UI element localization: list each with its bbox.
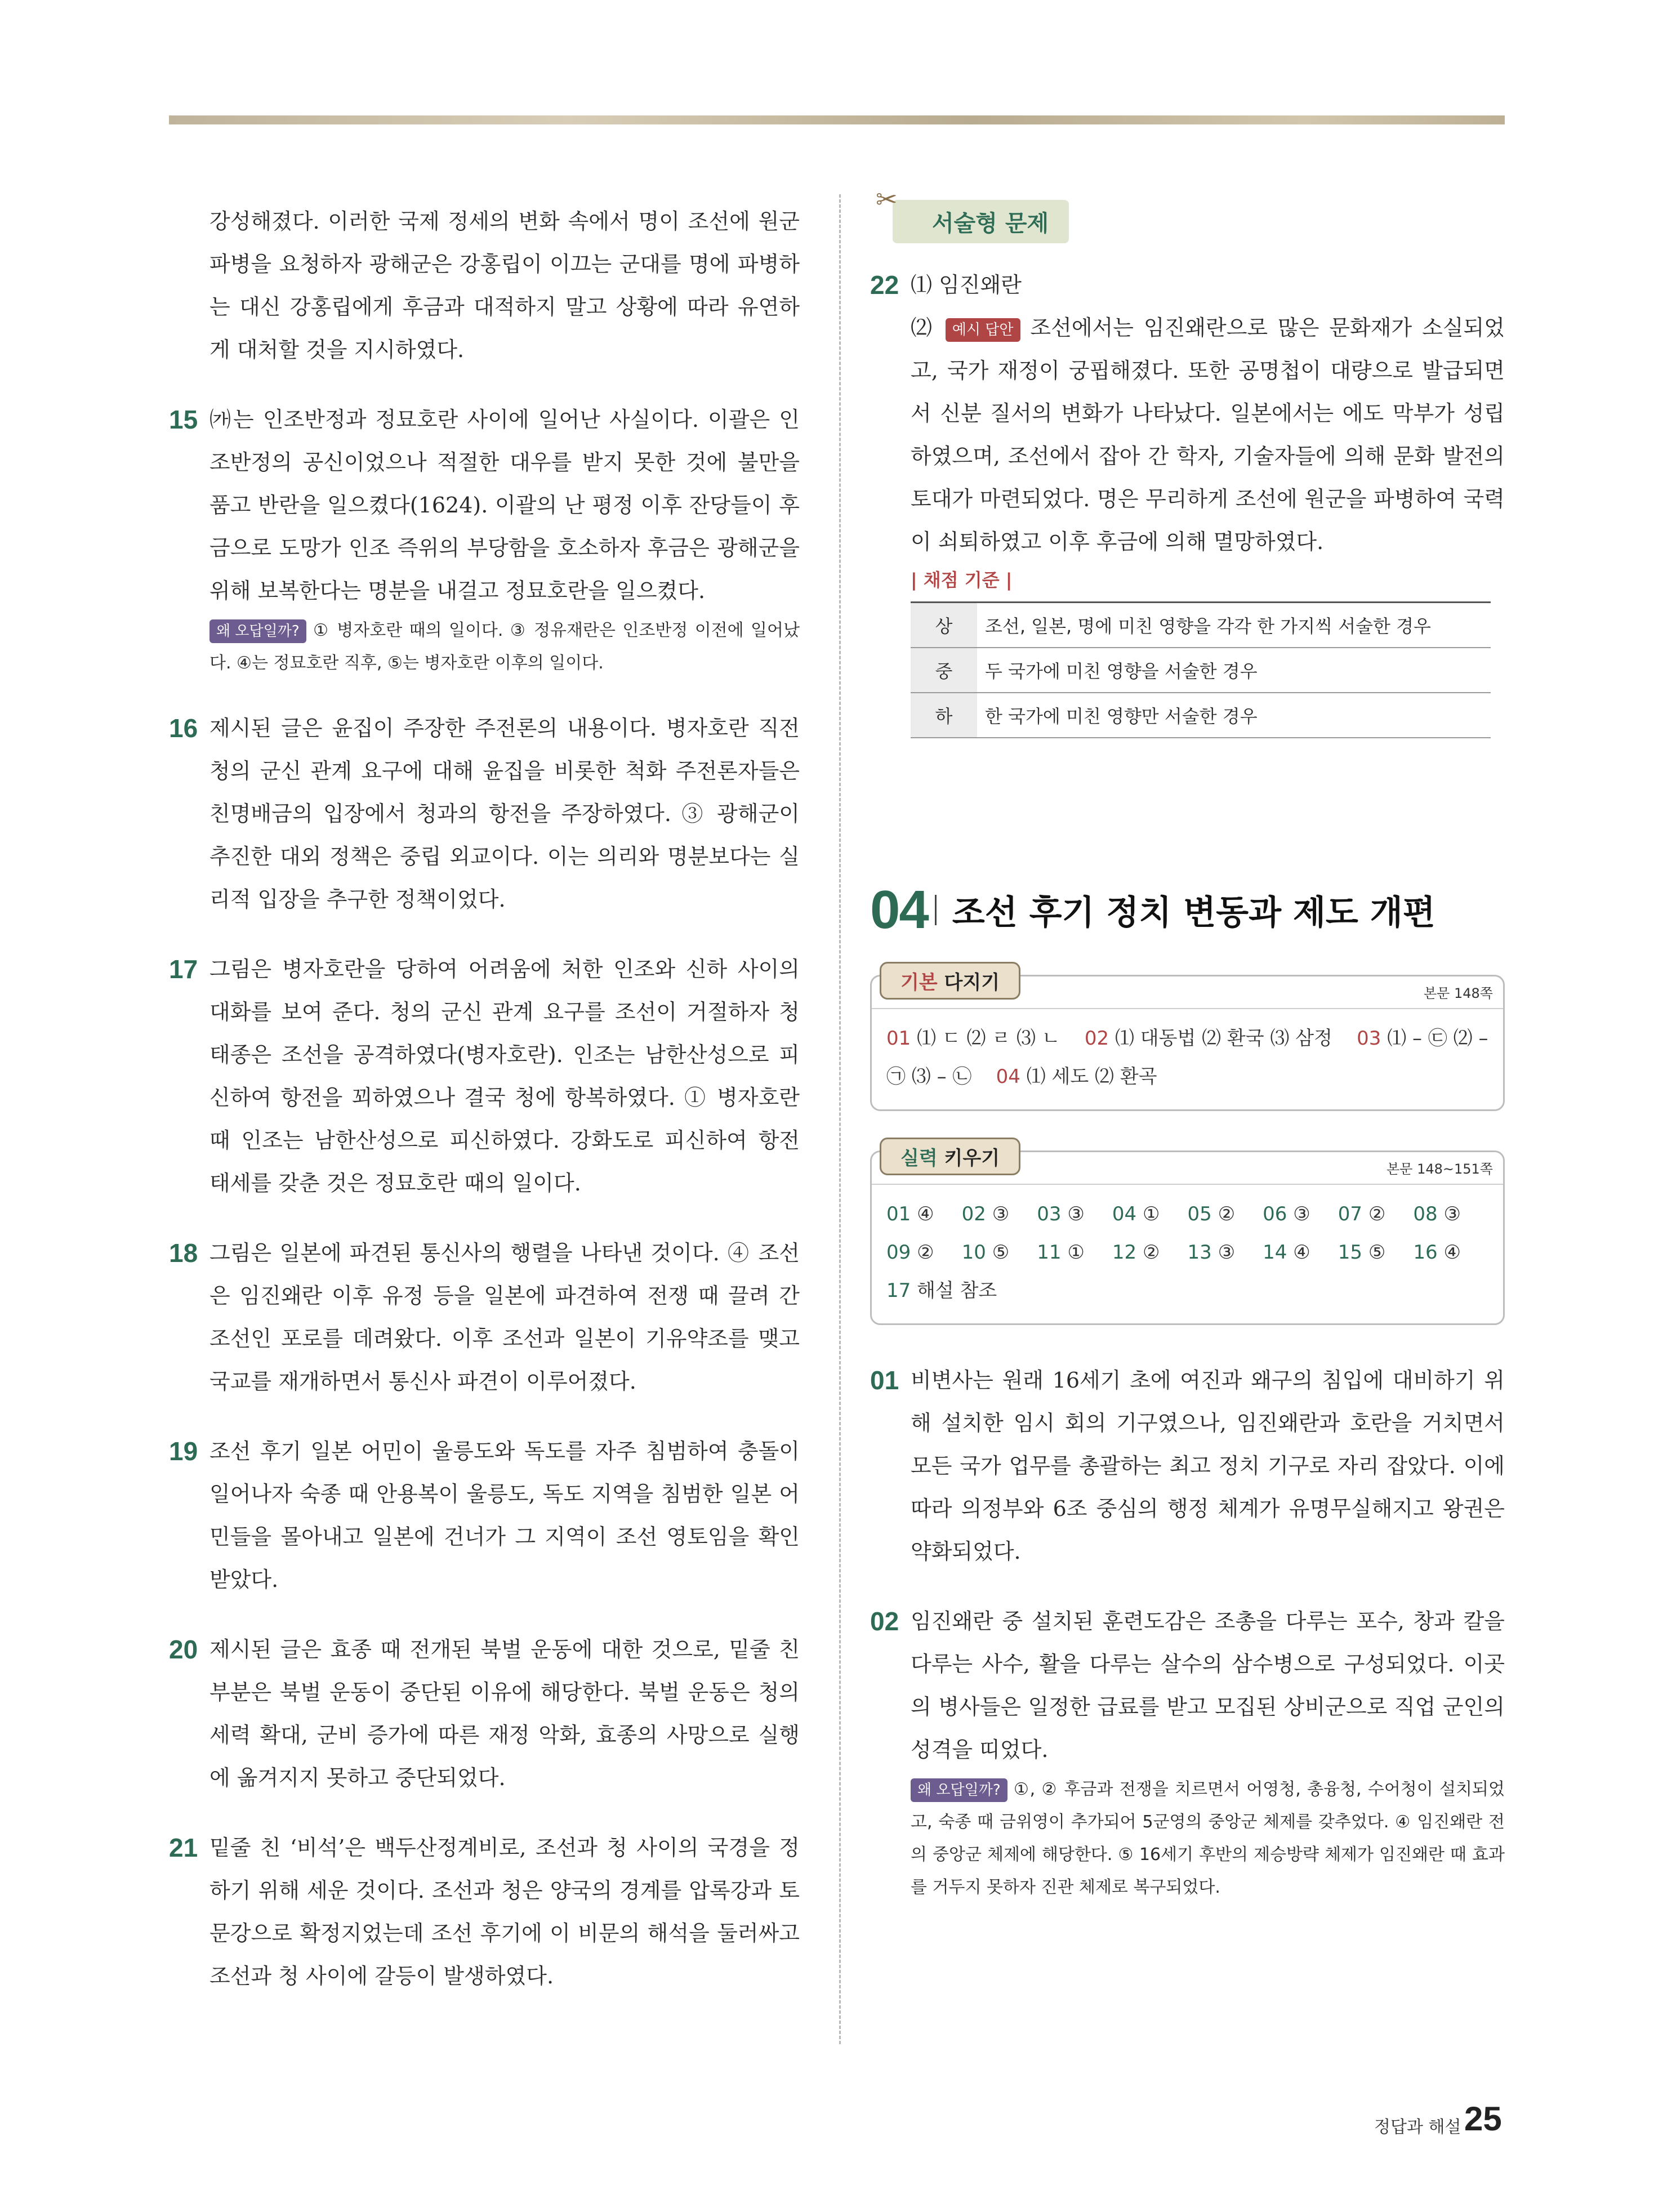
answer-item-16 [169,707,800,921]
intro-paragraph: 강성해졌다. 이러한 국제 정세의 변화 속에서 명이 조선에 원군 파병을 요청하자 광해군은 강홍립이 이끄는 군대를 명에 파병하는 대신 강홍립에게 후금과 대적하지 말고 상황에 따라 유연하게 대처할 것을 지시하였다. [209,209,800,362]
essay-question-tag-label: 서술형 문제 [932,211,1049,237]
answer-item-22 [870,264,1505,597]
item-number: 02 [870,1607,899,1636]
answer-item-21 [169,1826,800,1997]
string-tie-icon: ✂ [876,184,898,215]
answer-number: 12 [1112,1241,1137,1264]
answer-cell [1037,1233,1112,1272]
why-wrong-badge: 왜 오답일까? [209,619,306,643]
answer-number: 13 [1187,1241,1212,1264]
label-rest: 키우기 [937,1147,1000,1170]
q22-part2-prefix: ⑵ [911,315,935,340]
basic-practice-box [870,971,1505,1111]
answer-value: ⑤ [992,1241,1010,1264]
answer-cell [1263,1233,1338,1272]
why-wrong-note [209,614,800,680]
skill-practice-label [880,1138,1020,1175]
item-text: 제시된 글은 효종 때 전개된 북벌 운동에 대한 것으로, 밑줄 친 부분은 북벌 운동이 중단된 이유에 해당한다. 북벌 운동은 청의 세력 확대, 군비 증가에 따른 재정 악화, 효종의 사망으로 실행에 옮겨지지 못하고 중단되었다. [209,1637,800,1790]
answer-cell [1037,1195,1112,1233]
item-number: 20 [169,1635,198,1664]
section-number: 04 [870,880,928,940]
sample-answer-badge: 예시 답안 [946,318,1020,342]
basic-practice-label [880,962,1020,1000]
answer-value: ⑴ 대동법 ⑵ 환국 ⑶ 삼정 [1114,1027,1332,1050]
column-divider [839,194,841,2044]
item-text: 밑줄 친 ‘비석’은 백두산정계비로, 조선과 청 사이의 국경을 정하기 위해 세운 것이다. 조선과 청은 양국의 경계를 압록강과 토문강으로 확정지었는데 조선 후기에 이 비문의 해석을 둘러싸고 조선과 청 사이에 갈등이 발생하였다. [209,1835,800,1988]
answer-number: 07 [1338,1203,1363,1225]
answer-item-01 [870,1359,1505,1573]
table-row [911,648,1491,693]
answer-value: ④ [917,1203,934,1225]
answer-value: ② [1368,1203,1386,1225]
answer-number: 03 [1357,1027,1381,1050]
answer-number: 09 [886,1241,911,1264]
answer-number: 17 [886,1279,911,1302]
answer-number: 16 [1413,1241,1438,1264]
answer-number: 11 [1037,1241,1062,1264]
answer-item-18 [169,1232,800,1403]
answer-cell [886,1233,962,1272]
why-wrong-badge: 왜 오답일까? [911,1778,1007,1802]
table-row [911,603,1491,648]
item-number: 16 [169,713,198,743]
answer-value: ⑴ – ㉢ ⑵ – ㉠ ⑶ – ㉡ [886,1027,1488,1088]
section-heading [870,879,1505,941]
answer-number: 02 [1084,1027,1109,1050]
item-number: 17 [169,955,198,984]
answer-cell [1413,1233,1488,1272]
answer-value: ③ [992,1203,1010,1225]
q22-part2 [911,306,1505,563]
item-text: 그림은 병자호란을 당하여 어려움에 처한 인조와 신하 사이의 대화를 보여 준다. 청의 군신 관계 요구를 조선이 거절하자 청 태종은 조선을 공격하였다(병자호란). 인조는 남한산성으로 피신하여 항전을 꾀하였으나 결국 청에 항복하였다. ① 병자호란 때 인조는 남한산성으로 피신하였다. 강화도로 피신하여 항전 태세를 갖춘 것은 정묘호란 때의 일이다. [209,957,800,1196]
why-wrong-text: ① 병자호란 때의 일이다. ③ 정유재란은 인조반정 이전에 일어났다. ④는 정묘호란 직후, ⑤는 병자호란 이후의 일이다. [209,621,800,673]
box-header [872,971,1503,1009]
essay-question-tag [876,184,1069,243]
answer-item-20 [169,1628,800,1799]
answer-last [886,1272,1488,1310]
answer-number: 05 [1187,1203,1212,1225]
item-text: 그림은 일본에 파견된 통신사의 행렬을 나타낸 것이다. ④ 조선은 임진왜란 이후 유정 등을 일본에 파견하여 전쟁 때 끌려 간 조선인 포로를 데려왔다. 이후 조선과 일본이 기유약조를 맺고 국교를 재개하면서 통신사 파견이 이루어졌다. [209,1241,800,1394]
answer-value: ⑴ 세도 ⑵ 환곡 [1026,1065,1157,1088]
answer-value: ② [1142,1241,1160,1264]
label-rest: 다지기 [937,971,1000,994]
section-title: 조선 후기 정치 변동과 제도 개편 [952,893,1435,933]
box-header [872,1147,1503,1185]
rubric-grade: 하 [911,693,977,738]
page-reference: 본문 148~151쪽 [1386,1161,1493,1177]
skill-practice-box [870,1147,1505,1325]
top-decorative-bar [169,115,1505,124]
answer-item-15 [169,398,800,680]
answer-item-19 [169,1430,800,1601]
rubric-grade: 상 [911,603,977,648]
item-number: 22 [870,270,899,300]
rubric-grade: 중 [911,648,977,693]
rubric-table [911,601,1491,738]
item-number: 15 [169,405,198,434]
label-highlight: 기본 [900,971,938,994]
answer-number: 02 [961,1203,986,1225]
answer-number: 08 [1413,1203,1438,1225]
answer-item-02 [870,1600,1505,1904]
answer-value: ① [1067,1241,1085,1264]
item-number: 21 [169,1833,198,1862]
answer-cell [1263,1195,1338,1233]
answer-number: 04 [1112,1203,1137,1225]
skill-practice-answers [872,1185,1503,1323]
answer-number: 14 [1263,1241,1287,1264]
item-text: 조선 후기 일본 어민이 울릉도와 독도를 자주 침범하여 충돌이 일어나자 숙종 때 안용복이 울릉도, 독도 지역을 침범한 일본 어민들을 몰아내고 일본에 건너가 그 지역이 조선 영토임을 확인받았다. [209,1439,800,1592]
answer-value: ⑤ [1368,1241,1386,1264]
answer-value: ② [1218,1203,1236,1225]
answer-cell [962,1233,1037,1272]
item-number: 01 [870,1366,899,1395]
item-number: 19 [169,1437,198,1466]
page-number: 25 [1464,2100,1502,2138]
right-column [870,184,1505,1931]
item-text: ㈎는 인조반정과 정묘호란 사이에 일어난 사실이다. 이괄은 인조반정의 공신이었으나 적절한 대우를 받지 못한 것에 불만을 품고 반란을 일으켰다(1624). 이괄의 난 평정 이후 잔당들이 후금으로 도망가 인조 즉위의 부당함을 호소하자 후금은 광해군을 위해 보복한다는 명분을 내걸고 정묘호란을 일으켰다. [209,407,800,603]
page-reference: 본문 148쪽 [1424,985,1493,1001]
answer-cell [1413,1195,1488,1233]
item-text: 비변사는 원래 16세기 초에 여진과 왜구의 침입에 대비하기 위해 설치한 임시 회의 기구였으나, 임진왜란과 호란을 거치면서 모든 국가 업무를 총괄하는 최고 정치 기구로 자리 잡았다. 이에 따라 의정부와 6조 중심의 행정 체계가 유명무실해지고 왕권은 약화되었다. [911,1368,1505,1564]
answer-cell [1188,1233,1263,1272]
table-row [911,693,1491,738]
answer-cell [962,1195,1037,1233]
answer-number: 10 [961,1241,986,1264]
answer-value: ⑴ ㄷ ⑵ ㄹ ⑶ ㄴ [917,1027,1060,1050]
answer-value: ④ [1443,1241,1461,1264]
answer-value: ③ [1067,1203,1085,1225]
item-number: 18 [169,1238,198,1268]
section-separator [935,895,937,925]
answer-value: ② [917,1241,934,1264]
answer-value: ③ [1443,1203,1461,1225]
answer-number: 15 [1338,1241,1363,1264]
answer-cell [1188,1195,1263,1233]
answer-cell [1112,1195,1188,1233]
rubric-title: | 채점 기준 | [911,569,1013,591]
rubric-desc: 한 국가에 미친 영향만 서술한 경우 [977,693,1491,738]
answer-cell [1112,1233,1188,1272]
q22-part1: ⑴ 임진왜란 [911,273,1022,297]
left-column [169,200,800,2024]
answer-number: 01 [886,1027,911,1050]
answer-value: ③ [1293,1203,1310,1225]
answer-value: 해설 참조 [917,1279,997,1302]
rubric-desc: 조선, 일본, 명에 미친 영향을 각각 한 가지씩 서술한 경우 [977,603,1491,648]
rubric-desc: 두 국가에 미친 영향을 서술한 경우 [977,648,1491,693]
answer-value: ① [1142,1203,1160,1225]
answer-number: 06 [1263,1203,1287,1225]
item-text: 제시된 글은 윤집이 주장한 주전론의 내용이다. 병자호란 직전 청의 군신 관계 요구에 대해 윤집을 비롯한 척화 주전론자들은 친명배금의 입장에서 청과의 항전을 주장하였다. ③ 광해군이 추진한 대외 정책은 중립 외교이다. 이는 의리와 명분보다는 실리적 입장을 추구한 정책이었다. [209,716,800,912]
answer-cell [1338,1195,1414,1233]
answer-item-17 [169,948,800,1205]
item-text: 임진왜란 중 설치된 훈련도감은 조총을 다루는 포수, 창과 칼을 다루는 사수, 활을 다루는 살수의 삼수병으로 구성되었다. 이곳의 병사들은 일정한 급료를 받고 모집된 상비군으로 직업 군인의 성격을 띠었다. [911,1609,1505,1762]
essay-tag-wrap [870,184,1505,243]
q22-part2-text: 조선에서는 임진왜란으로 많은 문화재가 소실되었고, 국가 재정이 궁핍해졌다. 또한 공명첩이 대량으로 발급되면서 신분 질서의 변화가 나타났다. 일본에서는 에도 막부가 성립하였으며, 조선에서 잡아 간 학자, 기술자들에 의해 문화 발전의 토대가 마련되었다. 명은 무리하게 조선에 원군을 파병하여 국력이 쇠퇴하였고 이후 후금에 의해 멸망하였다. [911,315,1505,554]
why-wrong-note [911,1773,1505,1904]
answer-value: ④ [1293,1241,1310,1264]
answer-number: 04 [996,1065,1020,1088]
label-highlight: 실력 [900,1147,938,1170]
answer-cell [1338,1233,1414,1272]
basic-practice-answers [872,1009,1503,1109]
answer-number: 03 [1037,1203,1062,1225]
answer-grid [886,1195,1488,1272]
answer-number: 01 [886,1203,911,1225]
answer-value: ③ [1218,1241,1236,1264]
why-wrong-text: ①, ② 후금과 전쟁을 치르면서 어영청, 총융청, 수어청이 설치되었고, 숙종 때 금위영이 추가되어 5군영의 중앙군 체제를 갖추었다. ④ 임진왜란 전의 중앙군 체제에 해당한다. ⑤ 16세기 후반의 제승방략 체제가 임진왜란 때 효과를 거두지 못하자 진관 체제로 복구되었다. [911,1780,1505,1897]
answer-cell [886,1195,962,1233]
footer-label: 정답과 해설 [1374,2117,1461,2137]
